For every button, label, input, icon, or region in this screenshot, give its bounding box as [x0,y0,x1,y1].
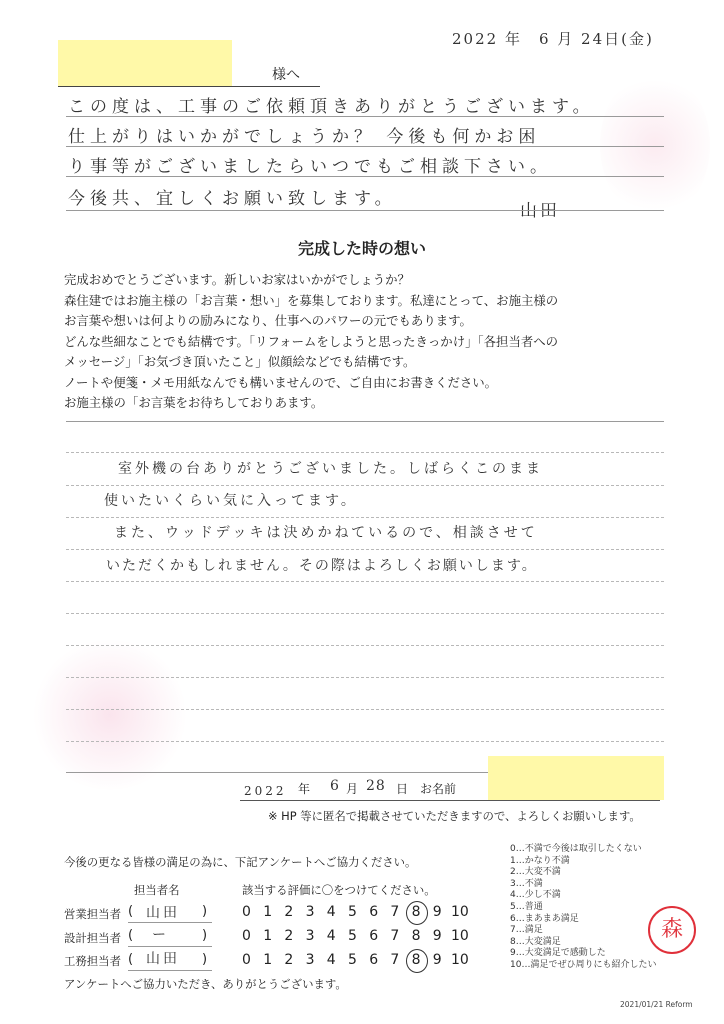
rating-option[interactable]: 5 [348,928,357,944]
rating-option[interactable]: 3 [305,952,315,968]
rating-selected-circle [406,949,428,973]
form-code: 2021/01/21 Reform [620,1000,693,1009]
comment-rule [66,741,664,742]
rating-option[interactable]: 3 [305,904,315,920]
rating-option[interactable]: 5 [348,904,357,920]
customer-date-day: 28 [366,778,386,794]
survey-rating-header: 該当する評価に〇をつけてください。 [242,883,436,897]
rating-option[interactable]: 0 [242,928,251,944]
legend-item-10: 10…満足でぜひ周りにも紹介したい [510,959,657,970]
rule-3 [66,176,664,177]
rule-2 [66,146,664,147]
customer-comment-line-2: 使いたいくらい気に入ってます。 [104,493,358,509]
survey-staff-header: 担当者名 [134,883,180,897]
intro-line-1: 完成おめでとうございます。新しいお家はいかがでしょうか？ [64,272,410,287]
intro-paragraph [64,270,684,414]
comment-rule [66,709,664,710]
intro-line-4: どんな些細なことでも結構です。「リフォームをしようと思ったきっかけ」「各担当者への [64,333,559,349]
rating-option[interactable]: 8 [411,904,421,920]
rating-option[interactable]: 4 [326,904,336,920]
stamp-text: 森 [660,917,683,942]
legend-item-1: 1…かなり不満 [510,855,570,866]
floral-watermark-bottom-left [30,640,190,790]
rating-option[interactable]: 7 [390,928,400,944]
staff-message-line-2: 仕上がりはいかがでしょうか？ 今後も何かお困 [68,127,541,147]
rule-1 [66,116,664,117]
survey-name-design: ー [152,927,169,943]
rating-option[interactable]: 8 [411,952,421,968]
staff-message-line-4: 今後共、宜しくお願い致します。 [68,189,397,209]
survey-paren-close: ) [202,952,208,967]
hp-note: ※ HP 等に匿名で掲載させていただきますので、よろしくお願いします。 [268,809,641,823]
recipient-name-redacted [58,40,232,86]
rating-option[interactable]: 1 [263,952,273,968]
comment-rule [66,613,664,614]
survey-name-underline [128,922,212,923]
comment-top-rule [66,421,664,422]
comment-rule [66,581,664,582]
customer-date-month: 6 [330,778,342,794]
staff-message-line-3: り事等がございましたらいつでもご相談下さい。 [68,157,552,177]
customer-comment-line-4: いただくかもしれません。その際はよろしくお願いします。 [106,558,538,574]
rating-option[interactable]: 6 [369,904,379,920]
legend-item-4: 4…少し不満 [510,890,561,901]
intro-line-2: 森住建ではお施主様の「お言葉・想い」を募集しております。私達にとって、お施主様の [64,292,559,308]
intro-line-5: メッセージ」「お気づき頂いたこと」似顔絵などでも結構です。 [64,354,416,369]
intro-line-6: ノートや便箋・メモ用紙なんでも構いませんので、ご自由にお書きください。 [64,374,498,390]
rating-option[interactable]: 9 [432,952,442,968]
survey-role-design: 設計担当者 [64,931,121,945]
rating-option[interactable]: 7 [390,952,400,968]
legend-item-6: 6…まあまあ満足 [510,913,579,924]
comment-rule [66,549,664,550]
survey-name-sales: 山田 [146,905,180,921]
rating-option[interactable]: 10 [451,904,469,920]
rating-option[interactable]: 2 [284,928,294,944]
rating-option[interactable]: 1 [263,928,273,944]
recipient-suffix: 様へ [272,67,300,83]
rating-option[interactable]: 2 [284,952,294,968]
comment-rule [66,485,664,486]
survey-prompt: 今後の更なる皆様の満足の為に、下記アンケートへご協力ください。 [64,855,417,869]
legend-item-9: 9…大変満足で感動した [510,948,606,959]
date-name-underline [240,800,660,801]
legend-item-8: 8…大変満足 [510,936,561,947]
rating-option[interactable]: 4 [326,928,336,944]
survey-paren-open: ( [128,952,134,967]
customer-month-label: 月 [346,782,359,796]
comment-rule [66,645,664,646]
rule-4 [66,210,664,211]
rating-option[interactable]: 3 [305,928,315,944]
customer-name-redacted [488,756,664,800]
rating-option[interactable]: 0 [242,952,251,968]
survey-name-underline [128,946,212,947]
rating-option[interactable]: 10 [451,928,469,944]
customer-comment-line-1: 室外機の台ありがとうございました。しばらくこのまま [118,461,543,477]
customer-name-label: お名前 [420,782,457,796]
rating-selected-circle [406,901,428,925]
customer-year-label: 年 [298,782,311,796]
survey-name-underline [128,970,212,971]
survey-paren-close: ) [202,904,208,919]
survey-thanks: アンケートへご協力いただき、ありがとうございます。 [64,977,347,991]
rating-option[interactable]: 1 [263,904,273,920]
section-title: 完成した時の想い [297,239,426,258]
rating-option[interactable]: 7 [390,904,400,920]
legend-item-2: 2…大変不満 [510,867,561,878]
letter-date: 2022 年 6 月 24日(金) [452,30,654,48]
legend-item-7: 7…満足 [510,925,543,936]
rating-option[interactable]: 10 [451,952,469,968]
rating-option[interactable]: 6 [369,952,379,968]
company-stamp-icon [648,906,696,954]
comment-rule [66,677,664,678]
recipient-underline [58,86,320,87]
rating-option[interactable]: 6 [369,928,379,944]
comment-rule [66,517,664,518]
rating-option[interactable]: 8 [411,928,421,944]
survey-role-sales: 営業担当者 [64,907,121,921]
rating-option[interactable]: 9 [432,928,442,944]
customer-day-label: 日 [396,782,409,796]
customer-date-year: 2022 [244,784,287,798]
survey-role-construction: 工務担当者 [64,954,121,968]
survey-paren-open: ( [128,904,134,919]
rating-option[interactable]: 4 [326,952,336,968]
customer-comment-line-3: また、ウッドデッキは決めかねているので、相談させて [114,525,538,541]
floral-watermark-top-right [600,70,710,220]
rating-option[interactable]: 0 [242,904,251,920]
legend-item-0: 0…不満で今後は取引したくない [510,844,642,854]
rating-option[interactable]: 5 [348,952,357,968]
survey-paren-open: ( [128,928,134,943]
legend-item-3: 3…不満 [510,878,543,889]
survey-paren-close: ) [202,928,208,943]
staff-message-line-1: この度は、工事のご依頼頂きありがとうございます。 [68,97,595,117]
intro-line-3: お言葉や想いは何よりの励みになり、仕事へのパワーの元でもあります。 [64,313,472,328]
legend-item-5: 5…普通 [510,901,543,912]
rating-option[interactable]: 9 [432,904,442,920]
intro-line-7: お施主様の「お言葉をお待ちしておりあます。 [64,395,324,410]
comment-rule [66,452,664,453]
staff-signature: 山田 [520,201,560,221]
survey-name-construction: 山田 [146,951,180,967]
rating-option[interactable]: 2 [284,904,294,920]
